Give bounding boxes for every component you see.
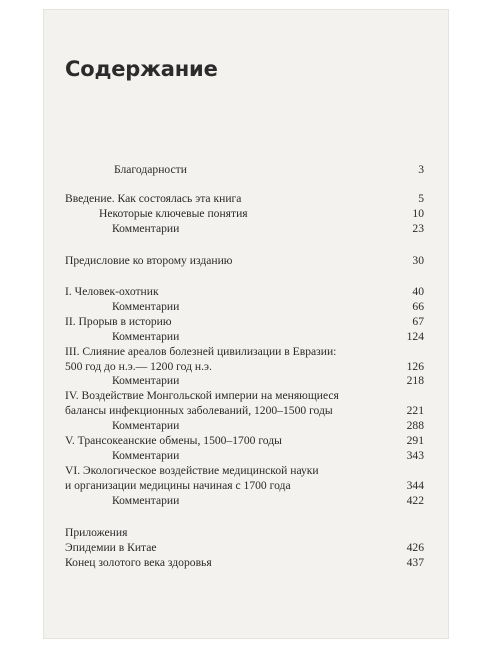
table-of-contents — [44, 10, 448, 638]
toc-page-number: 30 — [412, 254, 424, 267]
toc-entry-label: Комментарии — [112, 374, 180, 387]
toc-entry-label: Предисловие ко второму изданию — [65, 254, 233, 267]
toc-page-number: 126 — [406, 360, 424, 373]
toc-page-number: 23 — [412, 222, 424, 235]
toc-entry-label: Благодарности — [114, 163, 187, 176]
toc-entry-chapter-1 — [65, 285, 159, 299]
toc-entry-label: Приложения — [65, 526, 128, 539]
toc-page-number: 67 — [412, 315, 424, 328]
toc-entry-label: Комментарии — [112, 494, 180, 507]
toc-entry-chapter-4 — [65, 389, 339, 403]
toc-entry-chapter-5-comments — [112, 449, 179, 463]
toc-entry-label: Комментарии — [112, 449, 180, 462]
toc-entry-label: и организации медицины начиная с 1700 года — [65, 479, 291, 492]
toc-page-number: 291 — [406, 434, 424, 447]
toc-entry-label: Эпидемии в Китае — [65, 541, 157, 554]
toc-page-number: 343 — [406, 449, 424, 462]
toc-entry-label: балансы инфекционных заболеваний, 1200–1500 годы — [65, 404, 333, 417]
toc-page-number: 426 — [406, 541, 424, 554]
toc-entry-chapter-1-comments — [112, 300, 179, 314]
toc-page-number: 10 — [412, 207, 424, 220]
toc-entry-label: Комментарии — [112, 330, 180, 343]
toc-entry-chapter-6 — [65, 464, 319, 478]
toc-entry-label: Введение. Как состоялась эта книга — [65, 192, 242, 205]
toc-page-number: 5 — [418, 192, 424, 205]
toc-page-number: 218 — [406, 374, 424, 387]
toc-entry-chapter-2 — [65, 315, 172, 329]
toc-page-number: 124 — [406, 330, 424, 343]
toc-page-number: 221 — [406, 404, 424, 417]
toc-entry-introduction — [65, 192, 241, 206]
toc-entry-label: Конец золотого века здоровья — [65, 556, 212, 569]
toc-entry-golden-age-end — [65, 556, 212, 570]
toc-entry-label: Комментарии — [112, 419, 180, 432]
toc-page-number: 288 — [406, 419, 424, 432]
toc-page-number: 344 — [406, 479, 424, 492]
toc-entry-intro-comments — [112, 222, 179, 236]
toc-entry-label: III. Слияние ареалов болезней цивилизации в Евразии: — [65, 345, 337, 358]
toc-entry-label: 500 год до н.э.— 1200 год н.э. — [65, 360, 212, 373]
toc-page-number: 422 — [406, 494, 424, 507]
toc-page-number: 66 — [412, 300, 424, 313]
toc-entry-appendices — [65, 526, 127, 540]
toc-entry-label: Комментарии — [112, 300, 180, 313]
toc-entry-chapter-4-continued — [65, 404, 333, 418]
toc-page-number: 3 — [418, 163, 424, 176]
toc-entry-label: VI. Экологическое воздействие медицинской науки — [65, 464, 319, 477]
toc-entry-chapter-5 — [65, 434, 282, 448]
toc-entry-chapter-4-comments — [112, 419, 179, 433]
toc-page-number: 40 — [412, 285, 424, 298]
book-page — [44, 10, 448, 638]
toc-entry-chapter-3 — [65, 345, 336, 359]
toc-entry-chapter-2-comments — [112, 330, 179, 344]
toc-entry-label: Некоторые ключевые понятия — [99, 207, 248, 220]
toc-entry-key-concepts — [99, 207, 248, 221]
toc-entry-label: II. Прорыв в историю — [65, 315, 172, 328]
toc-entry-chapter-6-comments — [112, 494, 179, 508]
toc-entry-label: V. Трансокеанские обмены, 1500–1700 годы — [65, 434, 282, 447]
toc-entry-label: IV. Воздействие Монгольской империи на меняющиеся — [65, 389, 339, 402]
toc-entry-chapter-6-continued — [65, 479, 291, 493]
toc-entry-chapter-3-comments — [112, 374, 179, 388]
toc-entry-preface — [65, 254, 232, 268]
toc-page-number: 437 — [406, 556, 424, 569]
toc-entry-acknowledgments — [114, 163, 187, 177]
toc-entry-label: I. Человек-охотник — [65, 285, 159, 298]
page-title: Содержание — [65, 57, 218, 81]
toc-entry-chapter-3-continued — [65, 360, 212, 374]
toc-entry-label: Комментарии — [112, 222, 180, 235]
toc-entry-epidemics-china — [65, 541, 157, 555]
